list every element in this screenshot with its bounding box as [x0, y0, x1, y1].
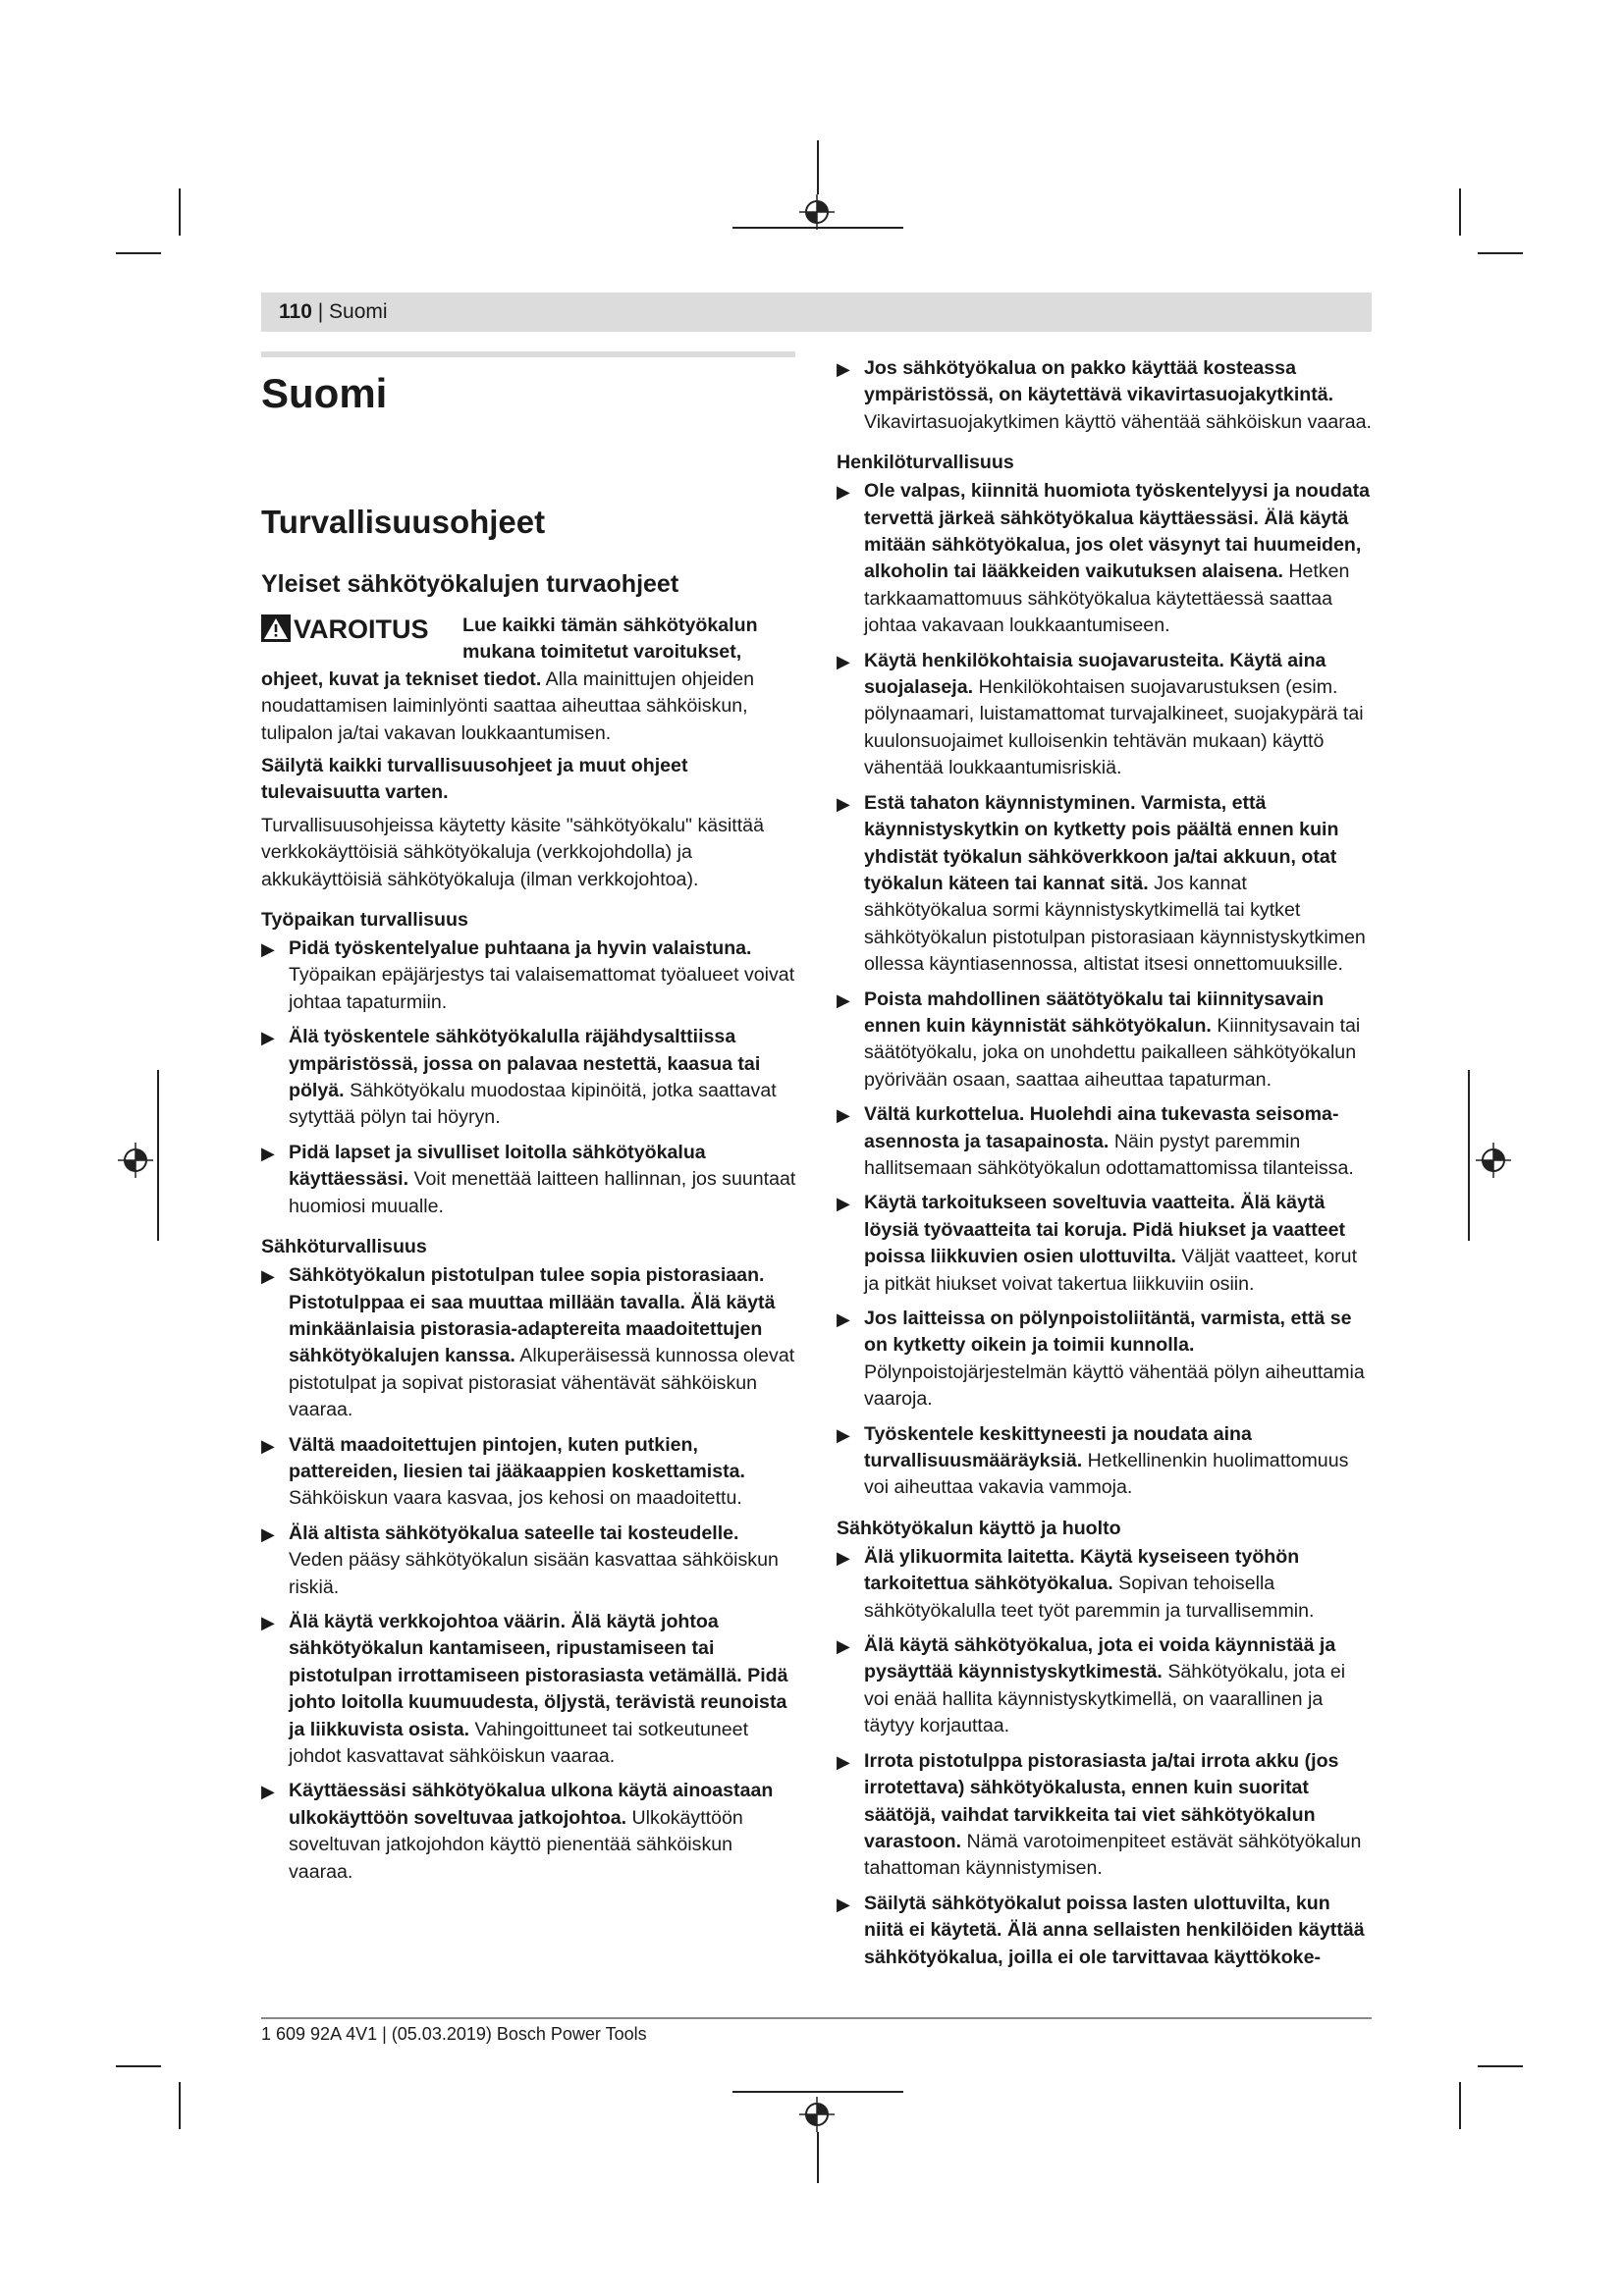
- item-text: Sähkötyökalu muodostaa kipinöitä, jotka saattavat sytyttää pölyn tai höyryn.: [289, 1080, 777, 1129]
- item-bold-text: Käyttäessäsi sähkötyökalua ulkona käytä ainoastaan ulkokäyttöön soveltuvaa jatkojohtoa.: [289, 1780, 774, 1829]
- list-item: [837, 1190, 1373, 1298]
- bullet-arrow-icon: ▶: [837, 1636, 850, 1657]
- warning-label-text: VAROITUS: [294, 614, 429, 644]
- warning-triangle-icon: [261, 614, 291, 642]
- item-bold-text: Pidä lapset ja sivulliset loitolla sähkötyökalua käyttäessäsi.: [289, 1141, 706, 1191]
- item-bold-text: Vältä maadoitettujen pintojen, kuten putkien, pattereiden, liesien tai jääkaappien koskettamista.: [289, 1433, 745, 1482]
- subsection-title: Yleiset sähkötyökalujen turvaohjeet: [261, 569, 679, 598]
- page-number: 110: [279, 300, 312, 323]
- crop-mark: [179, 188, 181, 236]
- list-item: [837, 1101, 1373, 1182]
- personal-heading: Henkilöturvallisuus: [837, 452, 1014, 474]
- crop-mark: [179, 2082, 181, 2129]
- item-bold-text: Älä työskentele sähkötyökalulla räjähdysalttiissa ympäristössä, jossa on palavaa nestettä, kaasua tai pölyä.: [289, 1026, 761, 1102]
- item-text: Sähköiskun vaara kasvaa, jos kehosi on maadoitettu.: [289, 1487, 742, 1510]
- item-text: Ulkokäyttöön soveltuvan jatkojohdon käyttö pienentää sähköiskun vaaraa.: [289, 1806, 743, 1883]
- registration-mark-icon: [1476, 1143, 1511, 1178]
- item-text: Pölynpoistojärjestelmän käyttö vähentää pölyn aiheuttamia vaaroja.: [864, 1361, 1365, 1411]
- list-item: [837, 1544, 1373, 1625]
- bullet-arrow-icon: ▶: [837, 1309, 850, 1329]
- item-bold-text: Älä käytä sähkötyökalua, jota ei voida käynnistää ja pysäyttää käynnistyskytkimestä.: [864, 1634, 1336, 1683]
- crop-mark: [1478, 2065, 1523, 2067]
- item-bold-text: Älä altista sähkötyökalua sateelle tai kosteudelle.: [289, 1522, 739, 1544]
- list-item: [837, 1632, 1373, 1740]
- item-bold-text: Jos sähkötyökalua on pakko käyttää kosteassa ympäristössä, on käytettävä vikavirtasuojakytkintä.: [864, 357, 1334, 406]
- item-bold-text: Jos laitteissa on pölynpoistoliitäntä, varmista, että se on kytketty oikein ja toimii kunnolla.: [864, 1308, 1352, 1357]
- item-text: Väljät vaatteet, korut ja pitkät hiukset voivat takertua liikkuviin osiin.: [864, 1246, 1358, 1295]
- bullet-arrow-icon: ▶: [261, 1266, 275, 1287]
- item-bold-text: Käytä tarkoitukseen soveltuvia vaatteita. Älä käytä löysiä työvaatteita tai koruja. Pidä hiukset ja vaatteet poissa liikkuvien osien ulottuvilta.: [864, 1192, 1346, 1268]
- bullet-arrow-icon: ▶: [837, 1547, 850, 1568]
- page-title: Suomi: [261, 370, 388, 416]
- list-item: [837, 1421, 1373, 1502]
- item-text: Voit menettää laitteen hallinnan, jos suuntaat huomiosi muualle.: [289, 1168, 796, 1217]
- left-column: [261, 357, 797, 1894]
- crop-mark: [732, 2091, 903, 2093]
- item-bold-text: Käytä henkilökohtaisia suojavarusteita. Käytä aina suojalaseja.: [864, 649, 1326, 699]
- keep-instructions-text: Säilytä kaikki turvallisuusohjeet ja muut ohjeet tulevaisuutta varten.: [261, 755, 688, 804]
- item-bold-text: Älä käytä verkkojohtoa väärin. Älä käytä johtoa sähkötyökalun kantamiseen, ripustamiseen tai pistotulpan irrottamiseen pistorasiasta vetämällä. Pidä johto loitolla kuumuudesta, öljystä, terävistä reunoista ja liikkuvista osista.: [289, 1610, 788, 1740]
- list-item: [837, 355, 1373, 436]
- item-text: Veden pääsy sähkötyökalun sisään kasvattaa sähköiskun riskiä.: [289, 1549, 779, 1598]
- list-item: [261, 1140, 797, 1220]
- crop-mark: [1478, 252, 1523, 254]
- bullet-arrow-icon: ▶: [261, 1523, 275, 1544]
- bullet-arrow-icon: ▶: [261, 1612, 275, 1632]
- list-item: [837, 790, 1373, 979]
- electrical-heading: Sähköturvallisuus: [261, 1236, 427, 1258]
- crop-mark: [157, 1070, 159, 1241]
- page-header: [261, 293, 1372, 332]
- list-item: [261, 1432, 797, 1513]
- item-text: Sähkötyökalu, jota ei voi enää hallita käynnistyskytkimellä, on vaarallinen ja täytyy korjauttaa.: [864, 1661, 1346, 1737]
- registration-mark-icon: [799, 2097, 835, 2132]
- work-area-list: [261, 935, 797, 1220]
- item-bold-text: Työskentele keskittyneesti ja noudata aina turvallisuusmääräyksiä.: [864, 1422, 1252, 1472]
- crop-mark: [817, 2132, 819, 2183]
- warning-text: Alla mainittujen ohjeiden noudattamisen laiminlyönti saattaa aiheuttaa sähköiskun, tulipalon ja/tai vakavan loukkaantumisen.: [261, 667, 755, 744]
- registration-mark-icon: [118, 1143, 153, 1178]
- item-bold-text: Älä ylikuormita laitetta. Käytä kyseiseen työhön tarkoitettua sähkötyökalua.: [864, 1545, 1300, 1595]
- bullet-arrow-icon: ▶: [837, 989, 850, 1010]
- bullet-arrow-icon: ▶: [837, 482, 850, 503]
- item-text: Sopivan tehoisella sähkötyökalulla teet työt paremmin ja turvallisemmin.: [864, 1573, 1315, 1622]
- bullet-arrow-icon: ▶: [261, 1143, 275, 1163]
- list-item: [837, 478, 1373, 639]
- usage-heading: Sähkötyökalun käyttö ja huolto: [837, 1517, 1121, 1539]
- bullet-arrow-icon: ▶: [261, 1782, 275, 1802]
- list-item: [837, 987, 1373, 1095]
- crop-mark: [1459, 2082, 1461, 2129]
- item-text: Vikavirtasuojakytkimen käyttö vähentää sähköiskun vaaraa.: [864, 410, 1372, 433]
- crop-mark: [116, 252, 161, 254]
- item-text: Työpaikan epäjärjestys tai valaisemattomat työalueet voivat johtaa tapaturmiin.: [289, 964, 795, 1013]
- bullet-arrow-icon: ▶: [837, 1105, 850, 1126]
- crop-mark: [1459, 188, 1461, 236]
- header-page-label: 110 | Suomi: [279, 300, 388, 323]
- list-item: [261, 1521, 797, 1601]
- bullet-arrow-icon: ▶: [837, 359, 850, 379]
- item-bold-text: Pidä työskentelyalue puhtaana ja hyvin valaistuna.: [289, 937, 752, 960]
- list-item: [261, 935, 797, 1016]
- item-text: Näin pystyt paremmin hallitsemaan sähkötyökalun odottamattomissa tilanteissa.: [864, 1130, 1354, 1179]
- item-text: Hetken tarkkaamattomuus sähkötyökalua käytettäessä saattaa johtaa vakavaan loukkaantumiseen.: [864, 561, 1350, 637]
- item-bold-text: Irrota pistotulppa pistorasiasta ja/tai irrota akku (jos irrotettava) sähkötyökalusta, ennen kuin suoritat säätöjä, vaihdat tarvikkeita tai viet sähkötyökalun varastoon.: [864, 1749, 1339, 1852]
- list-item: [837, 1306, 1373, 1414]
- item-bold-text: Sähkötyökalun pistotulpan tulee sopia pistorasiaan. Pistotulppaa ei saa muuttaa millään tavalla. Älä käytä minkäänlaisia pistorasia-adaptereita maadoitettujen sähkötyökalujen kanssa.: [289, 1264, 776, 1367]
- list-item: [261, 1262, 797, 1423]
- intro-text: Turvallisuusohjeissa käytetty käsite "sähkötyökalu" käsittää verkkokäyttöisiä sähkötyökaluja (verkkojohdolla) ja akkukäyttöisiä sähkötyökaluja (ilman verkkojohtoa).: [261, 814, 764, 890]
- item-text: Kiinnitysavain tai säätötyökalu, joka on unohdettu paikalleen sähkötyökalun pyörivään osaan, saattaa aiheuttaa tapaturman.: [864, 1014, 1361, 1091]
- bullet-arrow-icon: ▶: [837, 651, 850, 671]
- list-item: [261, 1024, 797, 1132]
- list-item: [261, 1778, 797, 1886]
- item-bold-text: Ole valpas, kiinnitä huomiota työskentelyysi ja noudata tervettä järkeä sähkötyökalua käyttäessäsi. Älä käytä mitään sähkötyökalua, jos olet väsynyt tai huumeiden, alkoholin tai lääkkeiden vaikutuksen alaisena.: [864, 480, 1371, 583]
- item-text: Alkuperäisessä kunnossa olevat pistotulpat ja sopivat pistorasiat vähentävät sähköiskun vaaraa.: [289, 1345, 795, 1421]
- bullet-arrow-icon: ▶: [837, 793, 850, 814]
- bullet-arrow-icon: ▶: [837, 1894, 850, 1914]
- footer-rule: [261, 2017, 1372, 2019]
- warning-label: [261, 614, 462, 644]
- bullet-arrow-icon: ▶: [261, 1435, 275, 1456]
- bullet-arrow-icon: ▶: [261, 1028, 275, 1048]
- bullet-arrow-icon: ▶: [837, 1751, 850, 1772]
- item-text: Henkilökohtaisen suojavarustuksen (esim. pölynaamari, luistamattomat turvajalkineet, suojakypärä tai kuulonsuojaimet kulloisenkin tehtävän mukaan) käyttö vähentää loukkaantumisriskiä.: [864, 676, 1364, 779]
- bullet-arrow-icon: ▶: [261, 939, 275, 960]
- personal-list: [837, 478, 1373, 1502]
- work-area-heading: Työpaikan turvallisuus: [261, 909, 468, 932]
- item-bold-text: Estä tahaton käynnistyminen. Varmista, että käynnistyskytkin on kytketty pois päältä ennen kuin yhdistät työkalun sähköverkkoon ja/tai akkuun, otat työkalun käteen tai kannat sitä.: [864, 791, 1339, 894]
- crop-mark: [116, 2065, 161, 2067]
- header-language: Suomi: [329, 300, 388, 323]
- item-text: Vahingoittuneet tai sotkeutuneet johdot kasvattavat sähköiskun vaaraa.: [289, 1718, 749, 1768]
- list-item: [837, 1891, 1373, 1971]
- list-item: [261, 1609, 797, 1770]
- footer-text: 1 609 92A 4V1 | (05.03.2019) Bosch Power Tools: [261, 2024, 647, 2044]
- list-item: [837, 1748, 1373, 1883]
- usage-list: [837, 1544, 1373, 1971]
- section-title: Turvallisuusohjeet: [261, 504, 546, 541]
- warning-block: [261, 613, 797, 753]
- bullet-arrow-icon: ▶: [837, 1424, 850, 1445]
- bullet-arrow-icon: ▶: [837, 1194, 850, 1214]
- list-item: [837, 648, 1373, 782]
- crop-mark: [1468, 1070, 1470, 1241]
- item-bold-text: Säilytä sähkötyökalut poissa lasten ulottuvilta, kun niitä ei käytetä. Älä anna sellaisten henkilöiden käyttää sähkötyökalua, joilla ei ole tarvittavaa käyttökoke-: [864, 1892, 1365, 1968]
- item-text: Nämä varotoimenpiteet estävät sähkötyökalun tahattoman käynnistymisen.: [864, 1830, 1362, 1880]
- registration-mark-icon: [799, 194, 835, 230]
- item-bold-text: Poista mahdollinen säätötyökalu tai kiinnitysavain ennen kuin käynnistät sähkötyökalun.: [864, 988, 1325, 1037]
- item-text: Jos kannat sähkötyökalua sormi käynnistyskytkimellä tai kytket sähkötyökalun pistotulpan pistorasiaan käynnistyskytkimen ollessa käyntiasennossa, altistat itsesi onnettomuuksille.: [864, 872, 1366, 976]
- warning-bold-text: Lue kaikki tämän sähkötyökalun mukana toimitetut varoitukset, ohjeet, kuvat ja tekniset tiedot.: [261, 614, 758, 690]
- crop-mark: [732, 227, 903, 229]
- electrical-list: [261, 1262, 797, 1886]
- item-bold-text: Vältä kurkottelua. Huolehdi aina tukevasta seisoma-asennosta ja tasapainosta.: [864, 1103, 1339, 1152]
- right-column: [837, 355, 1373, 1979]
- crop-mark: [817, 140, 819, 194]
- item-text: Hetkellinenkin huolimattomuus voi aiheuttaa vakavia vammoja.: [864, 1450, 1349, 1499]
- electrical-list-continued: [837, 355, 1373, 436]
